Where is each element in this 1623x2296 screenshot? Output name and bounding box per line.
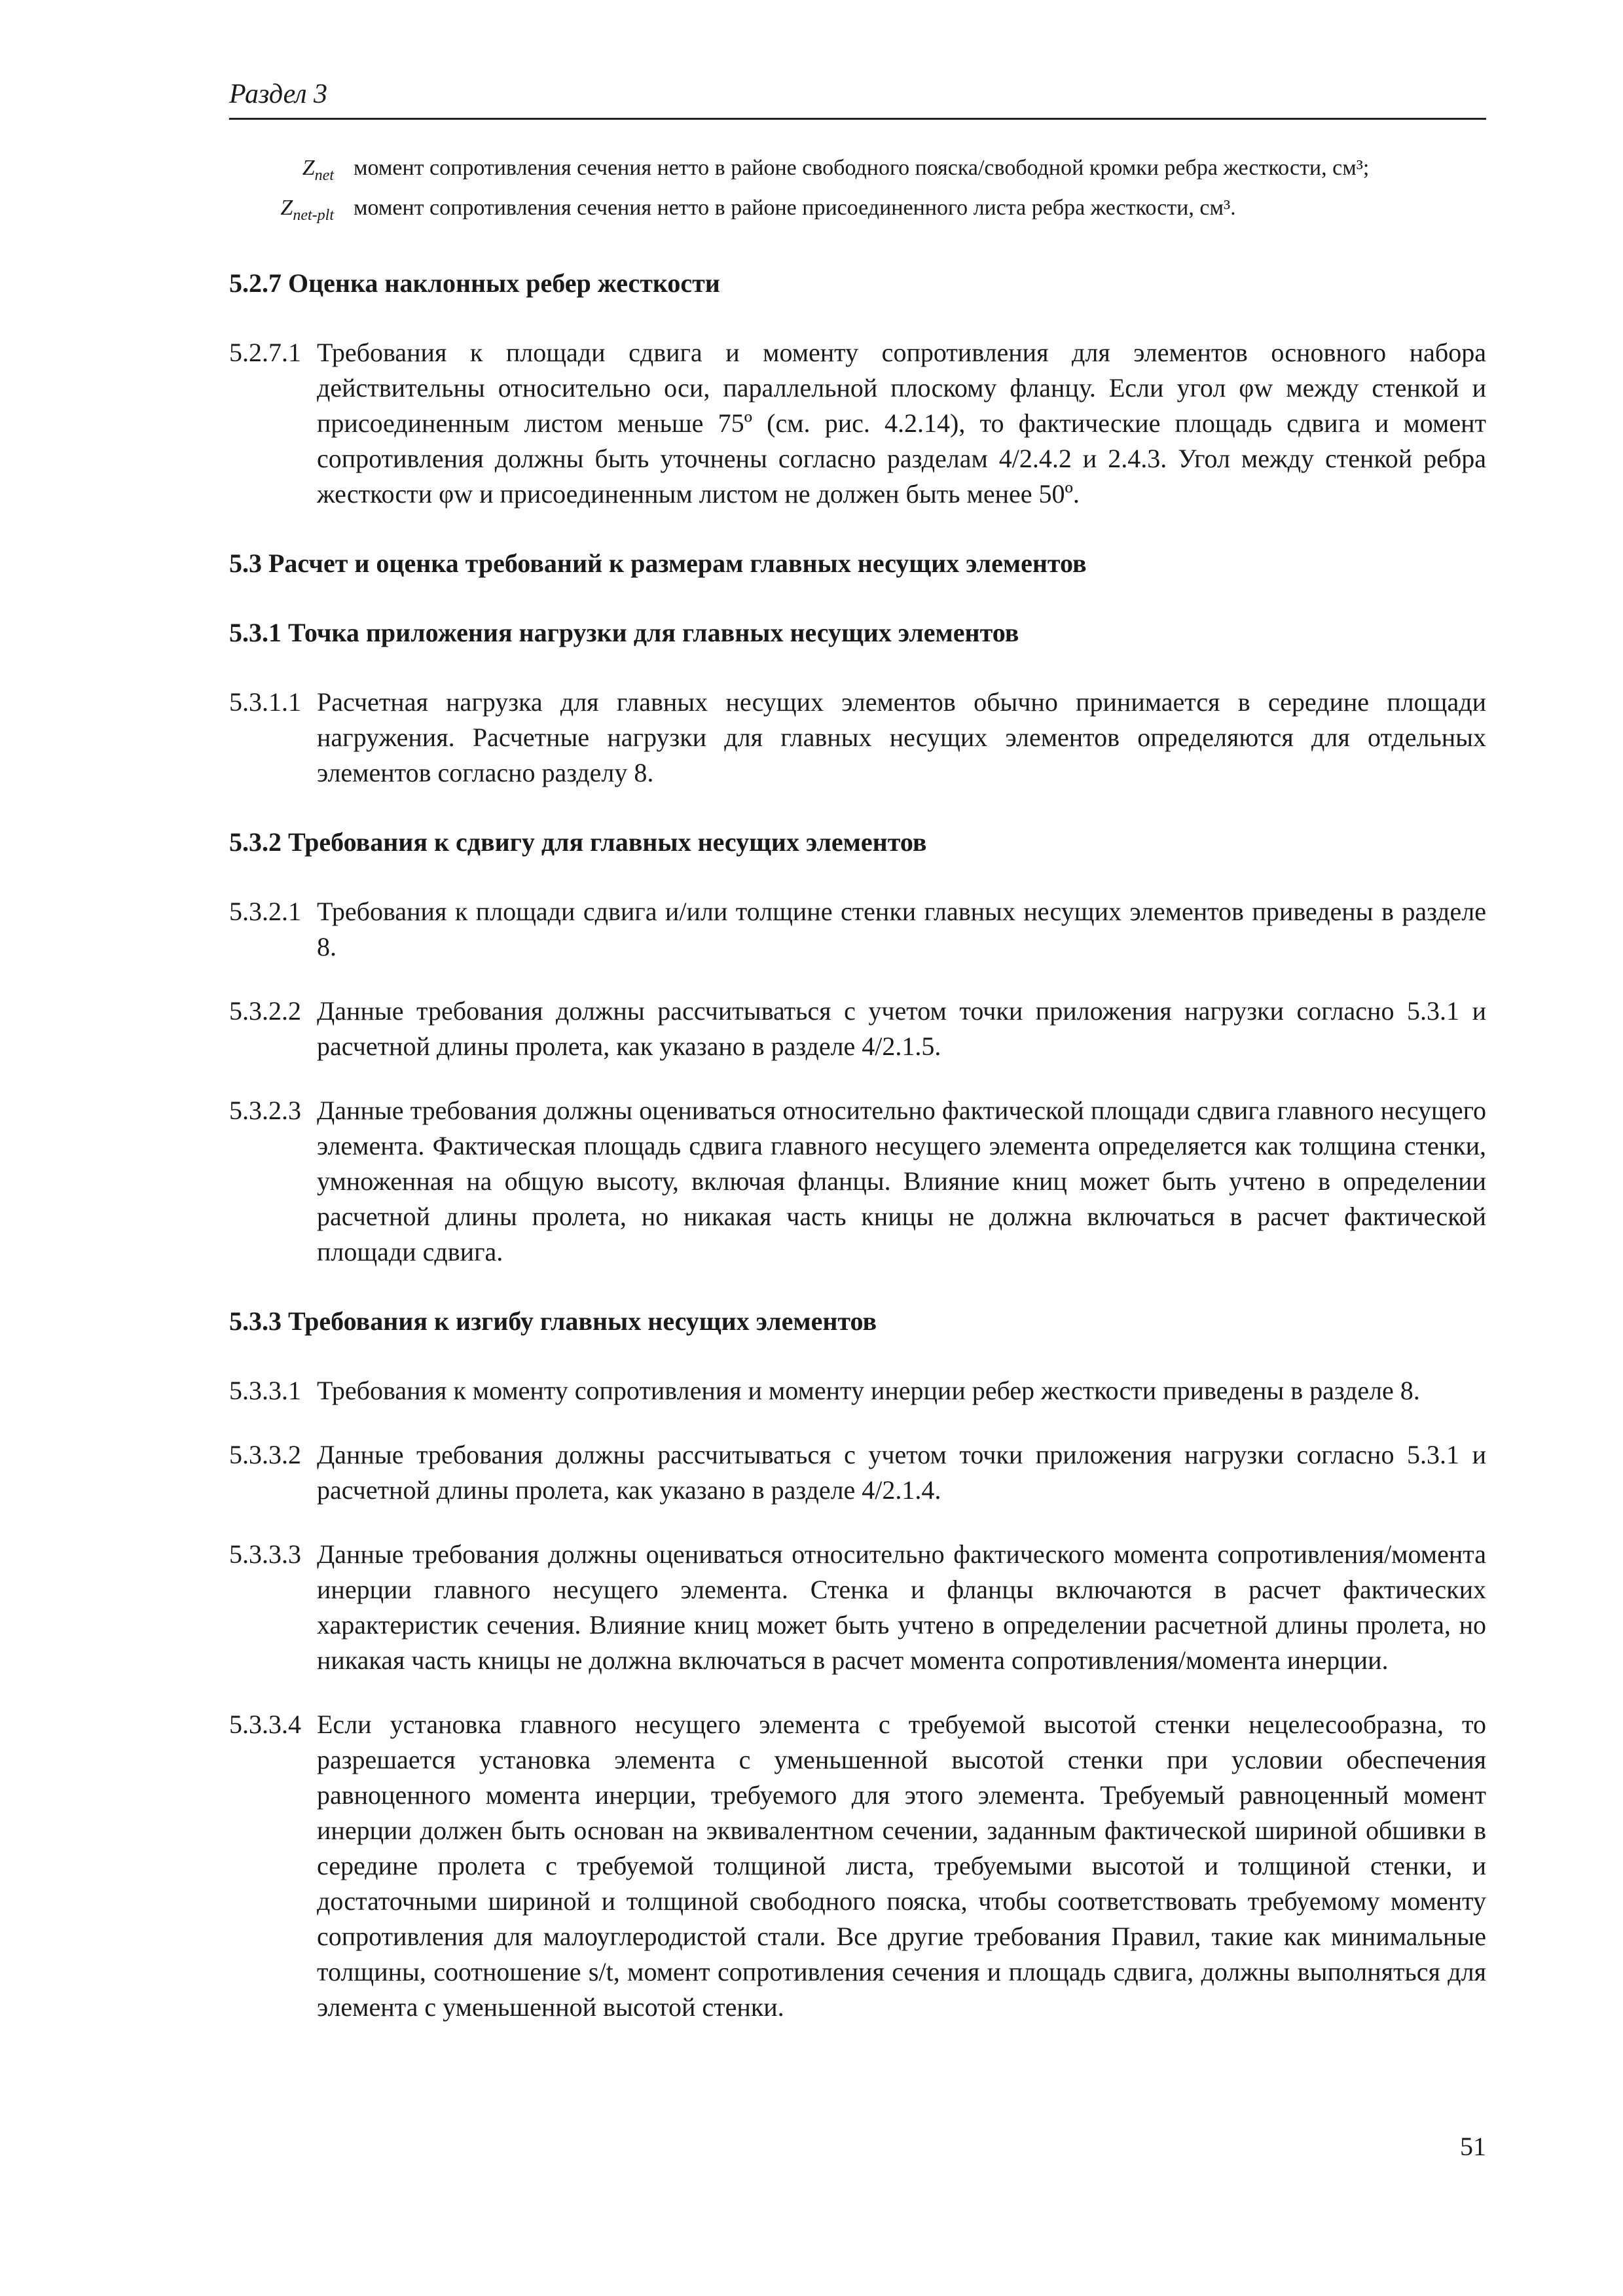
paragraph: 5.3.3.4 Если установка главного несущего элемента с требуемой высотой стенки нецелесообразна, то разрешается установка элемента с уменьшенной высотой стенки при условии обеспечения равноценного момента инерции, требуемого для этого элемента. Требуемый равноценный момент инерции должен быть основан на эквивалентном сечении, заданным фактической шириной обшивки в середине пролета с требуемой толщиной листа, требуемыми высотой и толщиной стенки, и достаточными шириной и толщиной свободного пояска, чтобы соответствовать требуемому моменту сопротивления для малоуглеродистой стали. Все другие требования Правил, такие как минимальные толщины, соотношение s/t, момент сопротивления сечения и площадь сдвига, должны выполняться для элемента с уменьшенной высотой стенки. (229, 1709, 1486, 2022)
paragraph: 5.3.2.2 Данные требования должны рассчитываться с учетом точки приложения нагрузки согласно 5.3.1 и расчетной длины пролета, как указано в разделе 4/2.1.5. (229, 996, 1486, 1061)
section-heading: 5.2.7 Оценка наклонных ребер жесткости (229, 268, 720, 298)
section-heading: 5.3 Расчет и оценка требований к размерам главных несущих элементов (229, 548, 1087, 578)
paragraph: 5.3.2.1 Требования к площади сдвига и/или толщине стенки главных несущих элементов приведены в разделе 8. (229, 896, 1486, 961)
section-heading: 5.3.3 Требования к изгибу главных несущих элементов (229, 1306, 877, 1336)
paragraph: 5.3.2.3 Данные требования должны оцениваться относительно фактической площади сдвига главного несущего элемента. Фактическая площадь сдвига главного несущего элемента определяется как толщина стенки, умноженная на общую высоту, включая фланцы. Влияние книц может быть учтено в определении расчетной длины пролета, но никакая часть кницы не должна включаться в расчет фактической площади сдвига. (229, 1095, 1486, 1266)
section-heading: 5.3.2 Требования к сдвигу для главных несущих элементов (229, 827, 927, 857)
paragraph: 5.3.3.3 Данные требования должны оцениваться относительно фактического момента сопротивления/момента инерции главного несущего элемента. Стенка и фланцы включаются в расчет фактических характеристик сечения. Влияние книц может быть учтено в определении расчетной длины пролета, но никакая часть кницы не должна включаться в расчет момента сопротивления/момента инерции. (229, 1539, 1486, 1675)
section-heading: 5.3.1 Точка приложения нагрузки для главных несущих элементов (229, 617, 1019, 647)
definition-text: момент сопротивления сечения нетто в районе свободного пояска/свободной кромки ребра жесткости, см³; (354, 156, 1370, 180)
symbol-definitions (229, 152, 1486, 232)
definition-row (229, 152, 1486, 192)
page-number: 51 (1460, 2132, 1486, 2161)
definition-symbol: $Z_{net-plt}$ (280, 195, 334, 224)
paragraph: 5.3.1.1 Расчетная нагрузка для главных несущих элементов обычно принимается в середине площади нагружения. Расчетные нагрузки для главных несущих элементов определяются для отдельных элементов согласно разделу 8. (229, 687, 1486, 787)
definition-text: момент сопротивления сечения нетто в районе присоединенного листа ребра жесткости, см³. (354, 195, 1236, 220)
paragraph: 5.3.3.2 Данные требования должны рассчитываться с учетом точки приложения нагрузки согласно 5.3.1 и расчетной длины пролета, как указано в разделе 4/2.1.4. (229, 1439, 1486, 1505)
section-label: Раздел 3 (229, 79, 328, 109)
definition-row (229, 192, 1486, 232)
definition-symbol: $Z_{net}$ (302, 156, 334, 184)
page-content (229, 152, 1486, 2025)
paragraph: 5.3.3.1 Требования к моменту сопротивления и моменту инерции ребер жесткости приведены в разделе 8. (229, 1375, 1420, 1405)
paragraph: 5.2.7.1 Требования к площади сдвига и моменту сопротивления для элементов основного набора действительны относительно оси, параллельной плоскому фланцу. Если угол φw между стенкой и присоединенным листом меньше 75º (см. рис. 4.2.14), то фактические площадь сдвига и момент сопротивления должны быть уточнены согласно разделам 4/2.4.2 и 2.4.3. Угол между стенкой ребра жесткости φw и присоединенным листом не должен быть менее 50º. (229, 337, 1486, 509)
page-header (229, 77, 1486, 120)
